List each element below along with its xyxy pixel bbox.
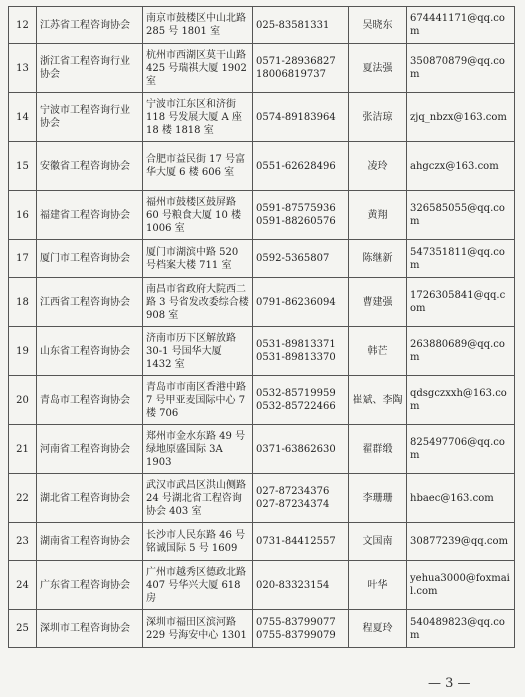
- email-cell: 825497706@qq.com: [407, 425, 515, 474]
- row-number: 18: [9, 278, 37, 327]
- phone-cell: 0571-28936827 18006819737: [253, 44, 349, 93]
- address-cell: 济南市历下区解放路 30-1 号国华大厦 1432 室: [143, 327, 253, 376]
- contact-person: 崔斌、李陶: [349, 376, 407, 425]
- row-number: 19: [9, 327, 37, 376]
- contact-person: 文国南: [349, 523, 407, 561]
- address-cell: 南京市鼓楼区中山北路 285 号 1801 室: [143, 7, 253, 44]
- address-cell: 合肥市益民街 17 号富华大厦 6 楼 606 室: [143, 142, 253, 191]
- association-name: 宁波市工程咨询行业协会: [37, 93, 143, 142]
- association-name: 湖北省工程咨询协会: [37, 474, 143, 523]
- email-cell: yehua3000@foxmail.com: [407, 561, 515, 610]
- address-cell: 福州市鼓楼区鼓屏路 60 号粮食大厦 10 楼 1006 室: [143, 191, 253, 240]
- address-cell: 长沙市人民东路 46 号铭诚国际 5 号 1609: [143, 523, 253, 561]
- email-cell: 540489823@qq.com: [407, 610, 515, 648]
- contact-person: 叶华: [349, 561, 407, 610]
- contact-person: 曹建强: [349, 278, 407, 327]
- table-row: [9, 278, 515, 327]
- phone-cell: 0791-86236094: [253, 278, 349, 327]
- contact-person: 凌玲: [349, 142, 407, 191]
- association-name: 江苏省工程咨询协会: [37, 7, 143, 44]
- email-cell: 30877239@qq.com: [407, 523, 515, 561]
- association-name: 安徽省工程咨询协会: [37, 142, 143, 191]
- table-body: [9, 7, 515, 648]
- table-row: [9, 610, 515, 648]
- row-number: 24: [9, 561, 37, 610]
- address-cell: 广州市越秀区德政北路 407 号华兴大厦 618 房: [143, 561, 253, 610]
- address-cell: 郑州市金水东路 49 号绿地原盛国际 3A 1903: [143, 425, 253, 474]
- contact-person: 李珊珊: [349, 474, 407, 523]
- table-row: [9, 523, 515, 561]
- row-number: 12: [9, 7, 37, 44]
- row-number: 21: [9, 425, 37, 474]
- association-name: 山东省工程咨询协会: [37, 327, 143, 376]
- row-number: 17: [9, 240, 37, 278]
- row-number: 20: [9, 376, 37, 425]
- table-row: [9, 240, 515, 278]
- row-number: 14: [9, 93, 37, 142]
- address-cell: 厦门市湖滨中路 520 号档案大楼 711 室: [143, 240, 253, 278]
- phone-cell: 0532-85719959 0532-85722466: [253, 376, 349, 425]
- address-cell: 南昌市省政府大院西二路 3 号省发改委综合楼 908 室: [143, 278, 253, 327]
- association-name: 湖南省工程咨询协会: [37, 523, 143, 561]
- table-row: [9, 191, 515, 240]
- association-name: 河南省工程咨询协会: [37, 425, 143, 474]
- email-cell: 350870879@qq.com: [407, 44, 515, 93]
- phone-cell: 0371-63862630: [253, 425, 349, 474]
- row-number: 15: [9, 142, 37, 191]
- row-number: 25: [9, 610, 37, 648]
- table-row: [9, 376, 515, 425]
- page-number: — 3 —: [428, 676, 471, 691]
- contact-person: 吴晓东: [349, 7, 407, 44]
- address-cell: 深圳市福田区滨河路 229 号海安中心 1301: [143, 610, 253, 648]
- row-number: 16: [9, 191, 37, 240]
- contact-table: [8, 6, 515, 648]
- phone-cell: 0591-87575936 0591-88260576: [253, 191, 349, 240]
- phone-cell: 0551-62628496: [253, 142, 349, 191]
- contact-person: 韩芒: [349, 327, 407, 376]
- phone-cell: 027-87234376 027-87234374: [253, 474, 349, 523]
- association-name: 江西省工程咨询协会: [37, 278, 143, 327]
- email-cell: ahgczx@163.com: [407, 142, 515, 191]
- email-cell: zjq_nbzx@163.com: [407, 93, 515, 142]
- row-number: 13: [9, 44, 37, 93]
- email-cell: qdsgczxxh@163.com: [407, 376, 515, 425]
- contact-person: 程夏玲: [349, 610, 407, 648]
- phone-cell: 0731-84412557: [253, 523, 349, 561]
- association-name: 广东省工程咨询协会: [37, 561, 143, 610]
- address-cell: 宁波市江东区和济街 118 号发展大厦 A 座 18 楼 1818 室: [143, 93, 253, 142]
- phone-cell: 0531-89813371 0531-89813370: [253, 327, 349, 376]
- email-cell: 674441171@qq.com: [407, 7, 515, 44]
- table-row: [9, 561, 515, 610]
- contact-person: 黄翔: [349, 191, 407, 240]
- table-row: [9, 425, 515, 474]
- table-row: [9, 44, 515, 93]
- table-row: [9, 474, 515, 523]
- address-cell: 杭州市西湖区莫干山路 425 号瑞祺大厦 1902 室: [143, 44, 253, 93]
- phone-cell: 025-83581331: [253, 7, 349, 44]
- table-row: [9, 327, 515, 376]
- association-name: 厦门市工程咨询协会: [37, 240, 143, 278]
- email-cell: 547351811@qq.com: [407, 240, 515, 278]
- row-number: 23: [9, 523, 37, 561]
- row-number: 22: [9, 474, 37, 523]
- address-cell: 武汉市武昌区洪山侧路 24 号湖北省工程咨询协会 403 室: [143, 474, 253, 523]
- email-cell: 326585055@qq.com: [407, 191, 515, 240]
- association-name: 青岛市工程咨询协会: [37, 376, 143, 425]
- table-row: [9, 93, 515, 142]
- address-cell: 青岛市市南区香港中路 7 号甲亚麦国际中心 7 楼 706: [143, 376, 253, 425]
- association-name: 福建省工程咨询协会: [37, 191, 143, 240]
- phone-cell: 0592-5365807: [253, 240, 349, 278]
- contact-person: 张洁琼: [349, 93, 407, 142]
- phone-cell: 020-83323154: [253, 561, 349, 610]
- phone-cell: 0755-83799077 0755-83799079: [253, 610, 349, 648]
- contact-person: 翟群缎: [349, 425, 407, 474]
- email-cell: hbaec@163.com: [407, 474, 515, 523]
- table-row: [9, 142, 515, 191]
- email-cell: 1726305841@qq.com: [407, 278, 515, 327]
- contact-person: 陈继新: [349, 240, 407, 278]
- phone-cell: 0574-89183964: [253, 93, 349, 142]
- association-name: 深圳市工程咨询协会: [37, 610, 143, 648]
- association-name: 浙江省工程咨询行业协会: [37, 44, 143, 93]
- table-row: [9, 7, 515, 44]
- contact-person: 夏法强: [349, 44, 407, 93]
- email-cell: 263880689@qq.com: [407, 327, 515, 376]
